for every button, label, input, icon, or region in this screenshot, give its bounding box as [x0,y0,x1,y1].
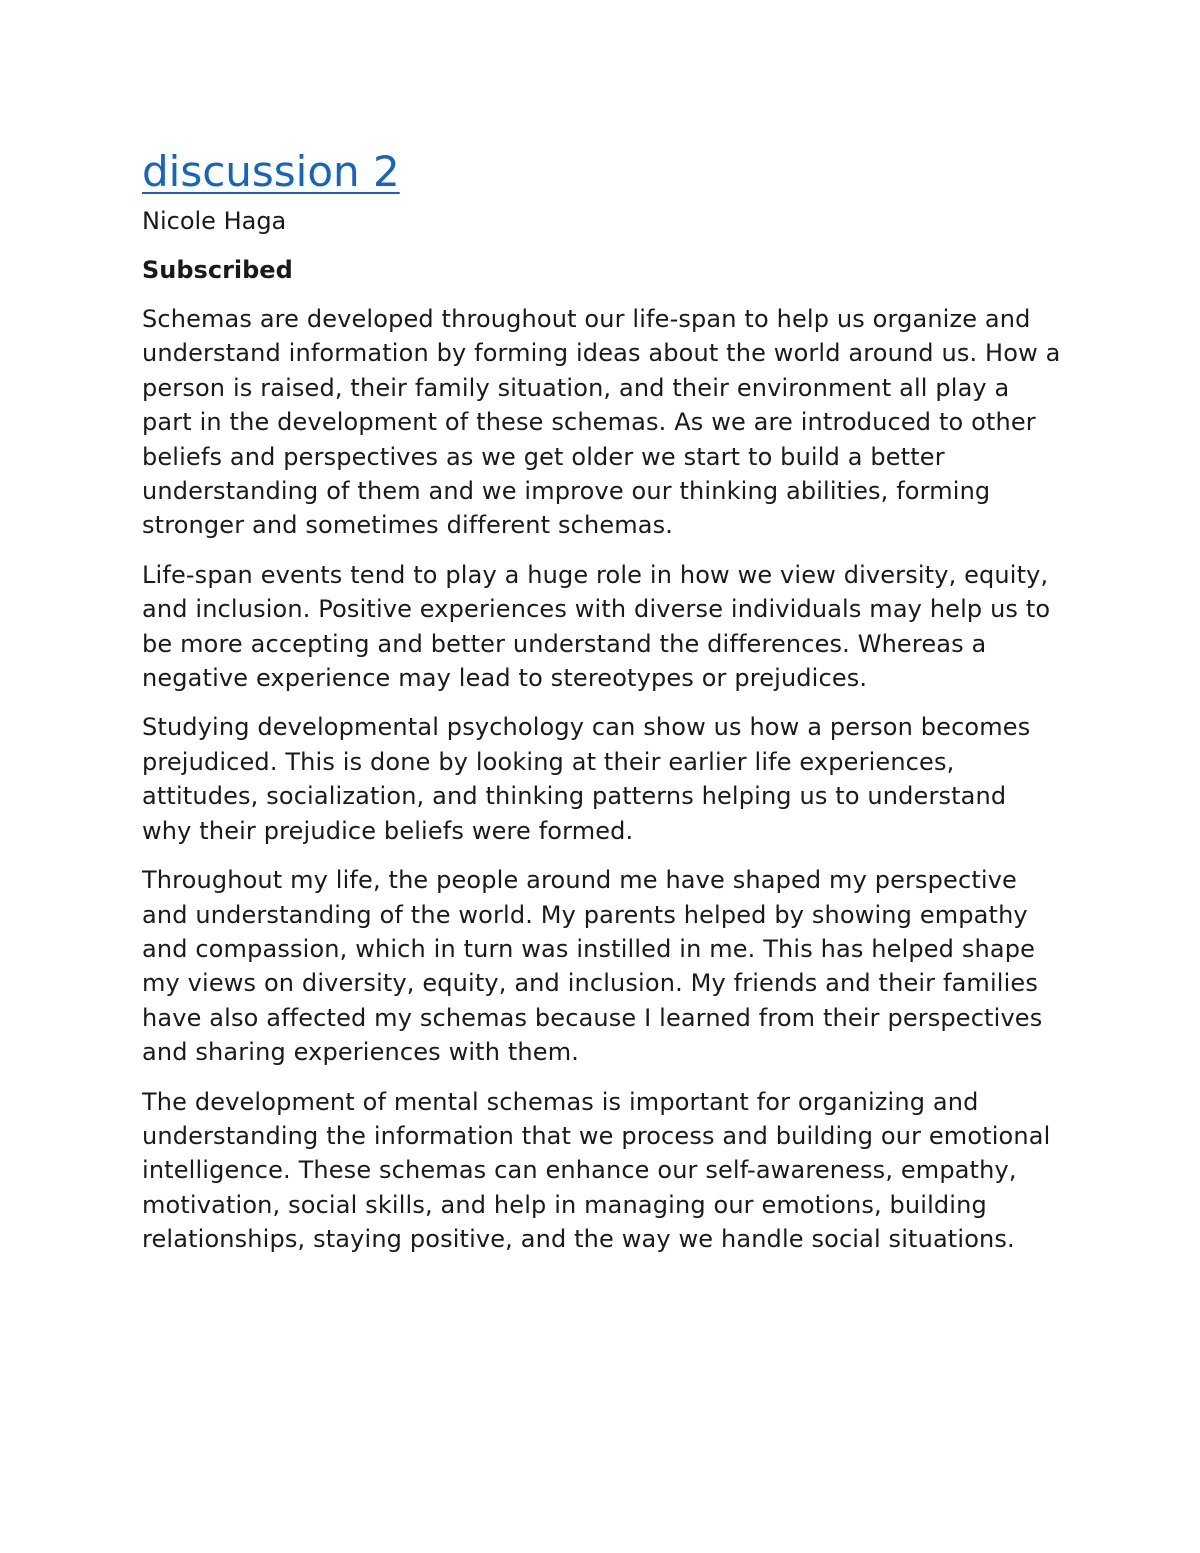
paragraph: Life-span events tend to play a huge role in how we view diversity, equity, and inclusion. Positive experiences with diverse individuals may help us to be more accepting and better understand the differences. Whereas a negative experience may lead to stereotypes or prejudices. [142,560,1051,693]
discussion-title-link[interactable]: discussion 2 [142,147,400,196]
paragraph: Throughout my life, the people around me have shaped my perspective and understanding of the world. My parents helped by showing empathy and compassion, which in turn was instilled in me. This has helped shape my views on diversity, equity, and inclusion. My friends and their families have also affected my schemas because I learned from their perspectives and sharing experiences with them. [142,866,1043,1067]
paragraph: The development of mental schemas is important for organizing and understanding the information that we process and building our emotional intelligence. These schemas can enhance our self-awareness, empathy, motivation, social skills, and help in managing our emotions, building relationships, staying positive, and the way we handle social situations. [142,1087,1051,1254]
paragraph: Studying developmental psychology can show us how a person becomes prejudiced. This is done by looking at their earlier life experiences, attitudes, socialization, and thinking patterns helping us to understand why their prejudice beliefs were formed. [142,713,1031,845]
subscription-status: Subscribed [142,256,293,284]
author-name: Nicole Haga [142,207,287,235]
post-body [142,302,1070,1257]
paragraph: Schemas are developed throughout our life-span to help us organize and understand information by forming ideas about the world around us. How a person is raised, their family situation, and their environment all play a part in the development of these schemas. As we are introduced to other beliefs and perspectives as we get older we start to build a better understanding of them and we improve our thinking abilities, forming stronger and sometimes different schemas. [142,305,1061,540]
